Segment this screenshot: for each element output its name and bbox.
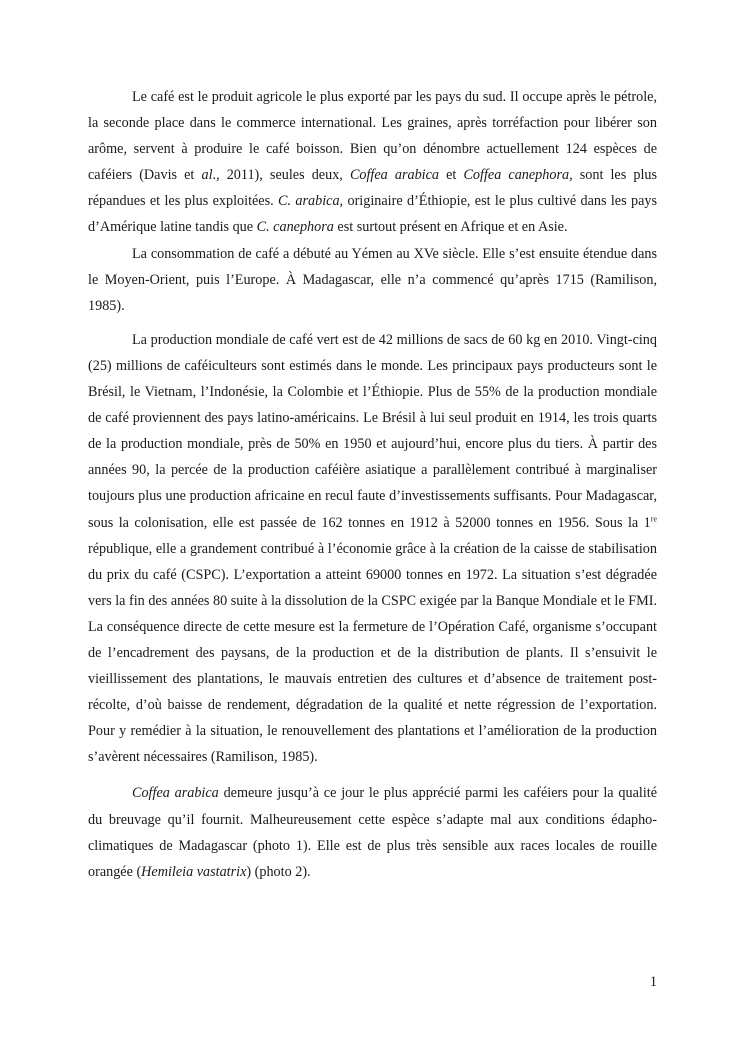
paragraph-coffee-intro [88, 84, 657, 241]
text-run: est surtout présent en Afrique et en Asie. [333, 219, 568, 236]
text-run: Le café est le produit agricole le plus exporté par les pays du sud. Il occupe après le pétrole, la seconde place dans le commerce international. Les graines, après torréfaction pour libérer son arôme, servent à produire le café boisson. Bien qu’on dénombre actuellement 124 espèces de caféiers (Davis et [88, 89, 657, 184]
text-run: demeure jusqu’à ce jour le plus apprécié parmi les caféiers pour la qualité du breuvage qu’il fournit. Malheureusement cette espèce s’adapte mal aux conditions édapho-climatiques de Madagascar (photo 1). Elle est de plus très sensible aux races locales de rouille orangée ( [88, 785, 658, 880]
text-run: ) (photo 2). [246, 863, 311, 880]
italic-run: C. arabica, [278, 193, 344, 210]
superscript: re [650, 513, 657, 523]
page-number: 1 [649, 974, 657, 990]
text-run: et [439, 167, 464, 184]
text-run: république, elle a grandement contribué à l’économie grâce à la création de la caisse de stabilisation du prix du café (CSPC). L’exportation a atteint 69000 tonnes en 1972. La situation s’est dégradée vers la fin des années 80 suite à la dissolution de la CSPC exigée par la Banque Mondiale et le FMI. La conséquence directe de cette mesure est la fermeture de l’Opération Café, organisme s’occupant de l’encadrement des paysans, de la production et de la distribution de plants. Il s’ensuivit le vieillissement des plantations, le mauvais entretien des cultures et d’absence de traitement post-récolte, d’où baisse de rendement, dégradation de la qualité et nette régression de l’exportation. Pour y remédier à la situation, le renouvellement des plantations et l’amélioration de la production s’avèrent nécessaires (Ramilison, 1985). [88, 540, 657, 766]
italic-run: al [201, 167, 213, 184]
document-page [88, 84, 657, 885]
paragraph-coffea-arabica [88, 780, 657, 884]
text-run: originaire d’Éthiopie, est le plus cultivé dans les pays d’Amérique latine tandis que [88, 193, 657, 236]
paragraph-consumption-history: La consommation de café a débuté au Yémen au XVe siècle. Elle s’est ensuite étendue dans le Moyen-Orient, puis l’Europe. À Madagascar, elle n’a commencé qu’après 1715 (Ramilison, 1985). [88, 245, 657, 314]
text-run: La production mondiale de café vert est de 42 millions de sacs de 60 kg en 2010. Vingt-cinq (25) millions de caféiculteurs sont estimés dans le monde. Les principaux pays producteurs sont le Brésil, le Vietnam, l’Indonésie, la Colombie et l’Éthiopie. Plus de 55% de la production mondiale de café proviennent des pays latino-américains. Le Brésil à lui seul produit en 1914, les trois quarts de la production mondiale, près de 50% en 1950 et aujourd’hui, encore plus du tiers. À partir des années 90, la percée de la production caféière asiatique a parallèlement contribué à marginaliser toujours plus une production africaine en recul faute d’investissements suffisants. Pour Madagascar, sous la colonisation, elle est passée de 162 tonnes en 1912 à 52000 tonnes en 1956. Sous la 1 [88, 331, 657, 531]
italic-run: Coffea arabica [349, 167, 440, 184]
italic-run: C. canephora [256, 219, 334, 236]
text-run: ., 2011), seules deux, [212, 167, 350, 184]
paragraph-world-production [88, 327, 657, 771]
italic-run: Hemileia vastatrix [141, 863, 247, 880]
text-run: sont les plus répandues et les plus exploitées. [88, 167, 658, 210]
italic-run: Coffea arabica [132, 785, 219, 802]
italic-run: Coffea canephora, [463, 167, 573, 184]
